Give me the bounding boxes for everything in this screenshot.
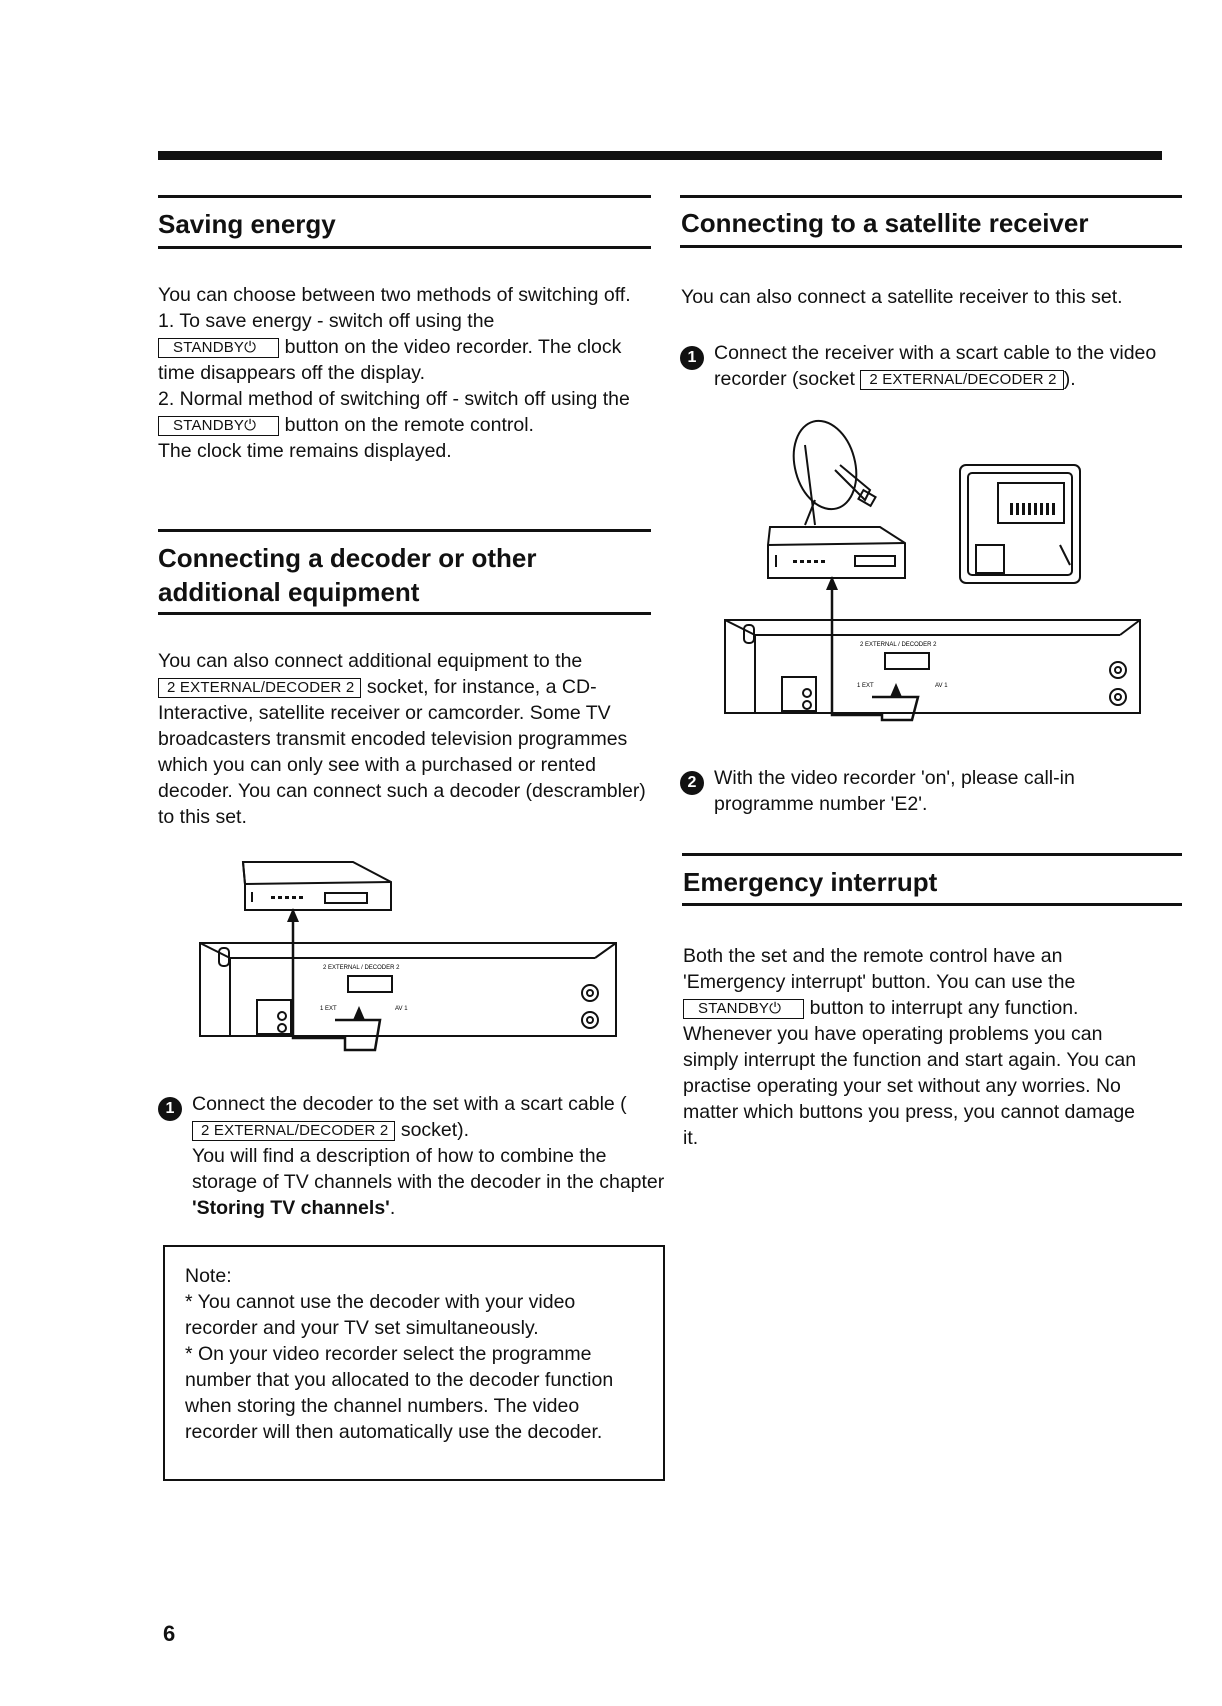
- satellite-step-1: [680, 340, 1180, 390]
- satellite-dish: [784, 415, 875, 525]
- satellite-step-2-number: 2: [680, 771, 704, 795]
- satellite-connection-diagram: [720, 415, 1145, 725]
- decoder-title: [158, 541, 537, 609]
- emergency-para-before: Both the set and the remote control have an 'Emergency interrupt' button. You can use the: [683, 945, 1076, 993]
- decoder-text: [158, 648, 655, 830]
- satellite-step-1-text: Connect the receiver with a scart cable to the video recorder (socket: [714, 342, 1157, 390]
- method2-lead: 2. Normal method of switching off - switch off using the: [158, 388, 630, 410]
- saving-energy-top-rule: [158, 195, 651, 198]
- decoder-step-1-socket: 2 EXTERNAL/DECODER 2: [192, 1121, 395, 1141]
- emergency-top-rule: [682, 853, 1182, 856]
- decoder-box: [243, 862, 391, 910]
- emergency-standby-label: STANDBY⏻: [683, 999, 804, 1019]
- cable-arrow-down: [353, 1006, 365, 1020]
- receiver-leds: [775, 555, 825, 567]
- satellite-step-1-end: ).: [1063, 368, 1076, 390]
- saving-energy-bottom-rule: [158, 246, 651, 249]
- page-number: 6: [163, 1621, 176, 1646]
- method1-text: [158, 308, 658, 386]
- satellite-step-1-socket: 2 EXTERNAL/DECODER 2: [860, 370, 1063, 390]
- decoder-step-1-end: .: [389, 1197, 396, 1219]
- tv-vents: [1010, 503, 1055, 515]
- sat-vcr-rear-panel: [725, 620, 1140, 713]
- standby-remote-label: STANDBY⏻: [158, 416, 279, 436]
- sat-diagram-ext-label: 1 EXT: [857, 683, 874, 689]
- saving-energy-title: Saving energy: [158, 209, 336, 239]
- decoder-connection-diagram: [195, 850, 625, 1055]
- decoder-title-line2: additional equipment: [158, 577, 420, 607]
- decoder-step-1-after: socket).: [400, 1119, 470, 1141]
- scart-cable: [293, 922, 380, 1050]
- saving-energy-intro: You can choose between two methods of switching off.: [158, 284, 631, 306]
- satellite-step-2-text: With the video recorder 'on', please call-in programme number 'E2'.: [714, 767, 1075, 815]
- decoder-diagram-socket-label: 2 EXTERNAL / DECODER 2: [323, 965, 400, 971]
- sat-cable-arrow-down: [890, 683, 902, 697]
- note-item-1: * You cannot use the decoder with your video recorder and your TV set simultaneously.: [185, 1291, 576, 1339]
- decoder-top-rule: [158, 529, 651, 532]
- satellite-intro: You can also connect a satellite receiver to this set.: [681, 286, 1123, 308]
- method2-cont: button on the remote control.: [284, 414, 534, 436]
- decoder-para-before: You can also connect additional equipment to the: [158, 650, 583, 672]
- satellite-receiver-box: [768, 527, 905, 578]
- sat-diagram-av-label: AV 1: [935, 683, 948, 689]
- method2-text: [158, 386, 658, 438]
- method1-lead: 1. To save energy - switch off using the: [158, 310, 495, 332]
- sat-scart-cable: [832, 590, 918, 720]
- decoder-diagram-av-label: AV 1: [395, 1006, 408, 1012]
- decoder-leds: [251, 892, 303, 902]
- decoder-para-after: socket, for instance, a CD-Interactive, satellite receiver or camcorder. Some TV broadcasters transmit encoded television programmes which you can only see with a purchased or rented decoder. You can connect such a decoder (descrambler) to this set.: [158, 676, 646, 828]
- decoder-step-1: [158, 1091, 668, 1219]
- satellite-step-2: [680, 765, 1180, 815]
- saving-energy-text: [158, 282, 658, 464]
- decoder-socket-label: 2 EXTERNAL/DECODER 2: [158, 678, 361, 698]
- sat-diagram-socket-label: 2 EXTERNAL / DECODER 2: [860, 642, 937, 648]
- vcr-rear-panel: [200, 943, 616, 1036]
- decoder-step-1-desc: You will find a description of how to combine the storage of TV channels with the decoder in the chapter: [192, 1145, 665, 1193]
- decoder-step-1-number: 1: [158, 1097, 182, 1121]
- emergency-para-after: button to interrupt any function. Whenever you have operating problems you can simply interrupt the function and start again. You can practise operating your set without any worries. No matter which buttons you press, you cannot damage it.: [683, 997, 1137, 1149]
- satellite-title: Connecting to a satellite receiver: [681, 208, 1089, 238]
- decoder-bottom-rule: [158, 612, 651, 615]
- decoder-diagram-ext-label: 1 EXT: [320, 1006, 337, 1012]
- top-rule: [158, 151, 1162, 160]
- emergency-text: [683, 943, 1153, 1151]
- standby-button-label: STANDBY⏻: [158, 338, 279, 358]
- decoder-title-line1: Connecting a decoder or other: [158, 543, 537, 573]
- satellite-top-rule: [680, 195, 1182, 198]
- satellite-step-1-number: 1: [680, 346, 704, 370]
- method2-end: The clock time remains displayed.: [158, 440, 452, 462]
- note-box: [163, 1245, 665, 1481]
- note-label: Note:: [185, 1265, 232, 1287]
- emergency-title: Emergency interrupt: [683, 867, 938, 897]
- emergency-bottom-rule: [682, 903, 1182, 906]
- decoder-step-1-text: Connect the decoder to the set with a scart cable (: [192, 1093, 627, 1115]
- method1-cont: button on the video recorder. The clock time disappears off the display.: [158, 336, 622, 384]
- emergency-paragraph: [683, 943, 1153, 1151]
- decoder-paragraph: [158, 648, 655, 830]
- tv-set-rear: [960, 465, 1080, 583]
- satellite-bottom-rule: [680, 245, 1182, 248]
- note-item-2: * On your video recorder select the programme number that you allocated to the decoder function when storing the channel numbers. The video recorder will then automatically use the decoder.: [185, 1343, 614, 1443]
- decoder-step-1-chapter: 'Storing TV channels': [192, 1197, 390, 1219]
